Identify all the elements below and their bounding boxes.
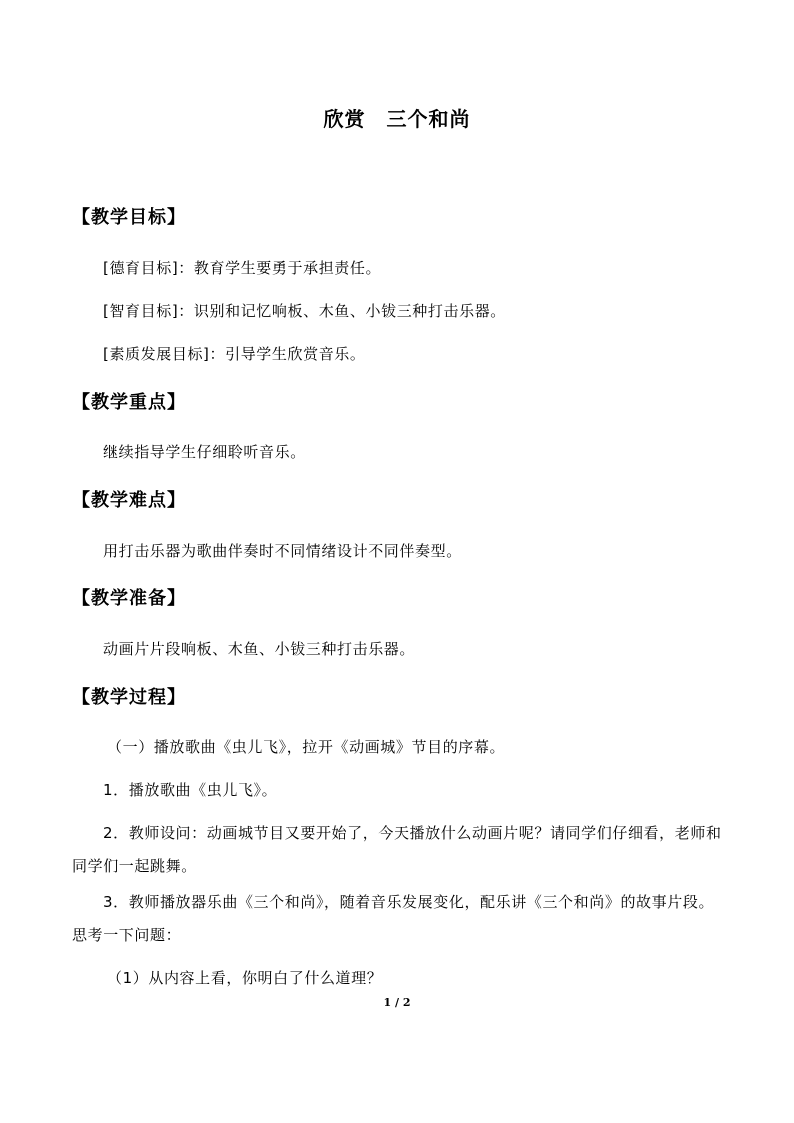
heading-objectives: 【教学目标】 [72,207,186,228]
heading-key-points: 【教学重点】 [72,392,186,413]
objective-intellectual: [智育目标]：识别和记忆响板、木鱼、小钹三种打击乐器。 [103,302,506,320]
process-step-2: 2．教师设问：动画城节目又要开始了，今天播放什么动画片呢？请同学们仔细看，老师和同学们一起跳舞。 [72,824,722,875]
difficulties-text: 用打击乐器为歌曲伴奏时不同情绪设计不同伴奏型。 [103,542,462,560]
process-step-3: 3．教师播放器乐曲《三个和尚》，随着音乐发展变化，配乐讲《三个和尚》的故事片段。思考一下问题： [72,893,715,944]
objective-moral: [德育目标]：教育学生要勇于承担责任。 [103,259,382,277]
process-step-1: 1．播放歌曲《虫儿飞》。 [103,781,278,799]
process-question-1: （1）从内容上看，你明白了什么道理？ [107,969,383,987]
objective-quality: [素质发展目标]：引导学生欣赏音乐。 [103,345,366,363]
page-number: 1 / 2 [383,996,411,1009]
page-title: 欣赏 三个和尚 [323,107,471,131]
heading-preparation: 【教学准备】 [72,588,186,609]
key-points-text: 继续指导学生仔细聆听音乐。 [103,443,306,461]
heading-difficulties: 【教学难点】 [72,490,186,511]
process-step-intro: （一）播放歌曲《虫儿飞》，拉开《动画城》节目的序幕。 [107,738,506,756]
preparation-text: 动画片片段响板、木鱼、小钹三种打击乐器。 [103,640,416,658]
heading-process: 【教学过程】 [72,687,186,708]
